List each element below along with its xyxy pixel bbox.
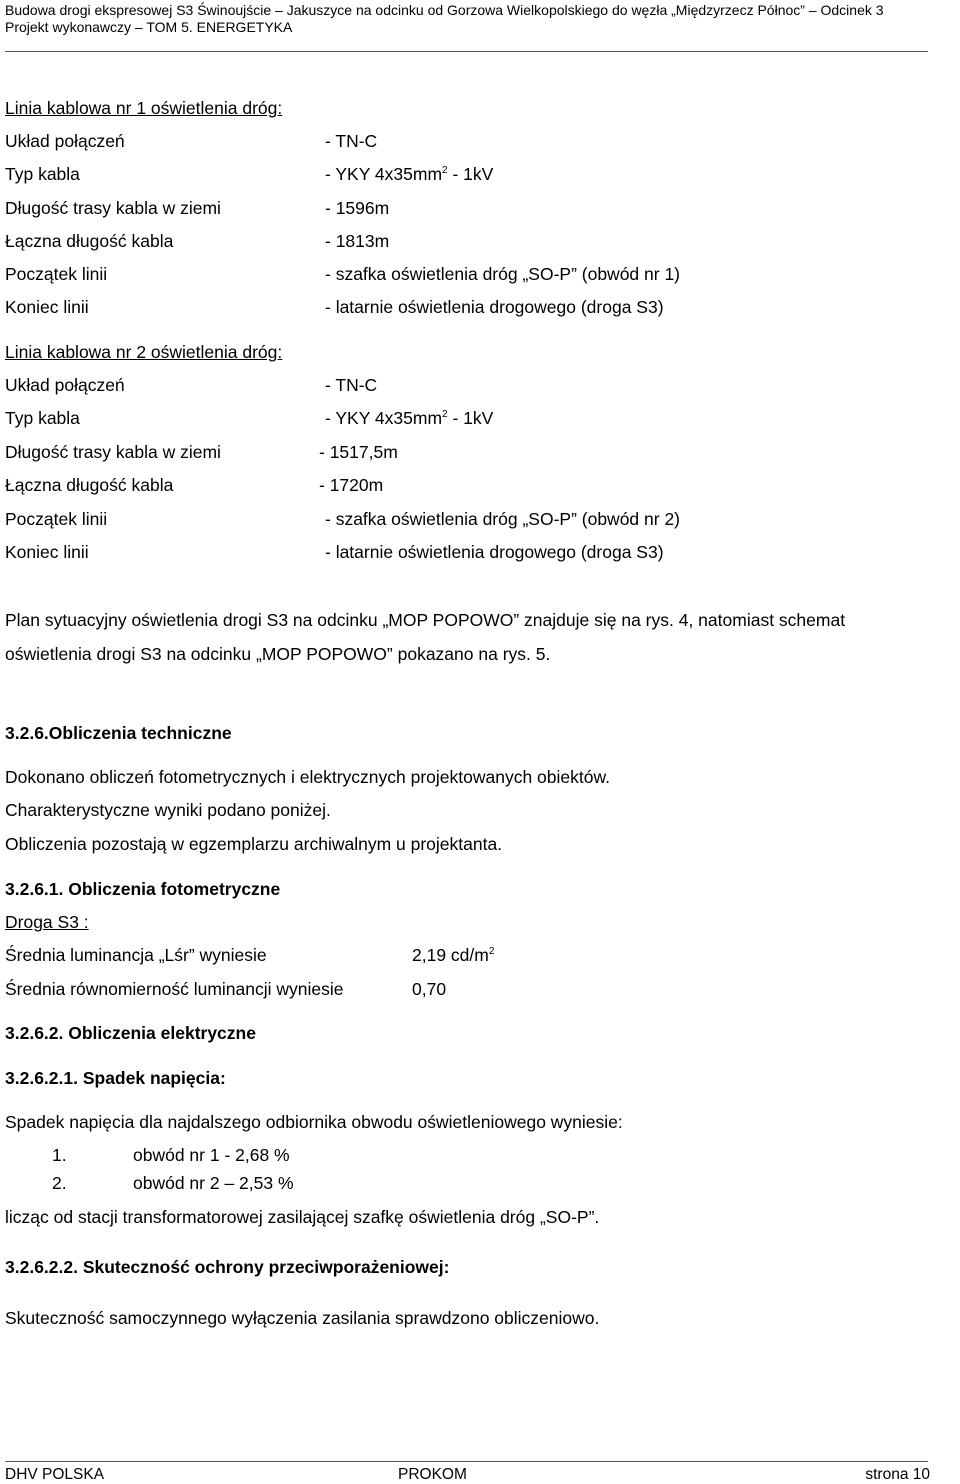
uniformity-value: 0,70	[412, 979, 447, 999]
cable-line-2-label: Długość trasy kabla w ziemi	[5, 442, 221, 462]
list-item-number: 1.	[52, 1145, 67, 1165]
cable-line-1-label: Koniec linii	[5, 297, 89, 317]
cable-line-2-label: Typ kabla	[5, 408, 80, 428]
cable-line-1-value: - 1813m	[325, 231, 390, 251]
cable-line-1-label: Układ połączeń	[5, 131, 125, 151]
cable-line-2-value: - latarnie oświetlenia drogowego (droga S3)	[325, 542, 664, 562]
calculations-paragraph: Obliczenia pozostają w egzemplarzu archiwalnym u projektanta.	[5, 834, 503, 854]
section-heading-calculations: 3.2.6.Obliczenia techniczne	[5, 723, 232, 743]
shock-protection-paragraph: Skuteczność samoczynnego wyłączenia zasilania sprawdzono obliczeniowo.	[5, 1308, 600, 1328]
cable-line-1-value: - 1596m	[325, 198, 390, 218]
footer-company: DHV POLSKA	[5, 1466, 105, 1483]
plan-paragraph-line: Plan sytuacyjny oświetlenia drogi S3 na odcinku „MOP POPOWO” znajduje się na rys. 4, natomiast schemat	[5, 610, 846, 630]
cable-line-1-label: Typ kabla	[5, 164, 80, 184]
voltage-drop-note: licząc od stacji transformatorowej zasilającej szafkę oświetlenia dróg „SO-P”.	[5, 1207, 600, 1227]
cable-line-1-value: - TN-C	[325, 131, 378, 151]
cable-line-2-value: - TN-C	[325, 375, 378, 395]
list-item-number: 2.	[52, 1173, 67, 1193]
page-number: strona 10	[865, 1466, 930, 1483]
voltage-drop-intro: Spadek napięcia dla najdalszego odbiornika obwodu oświetleniowego wyniesie:	[5, 1112, 623, 1132]
cable-line-1-value: - latarnie oświetlenia drogowego (droga S3)	[325, 297, 664, 317]
cable-line-2-value: - 1517,5m	[319, 442, 398, 462]
cable-line-1-value: - szafka oświetlenia dróg „SO-P” (obwód nr 1)	[325, 264, 680, 284]
cable-line-2-title: Linia kablowa nr 2 oświetlenia dróg:	[5, 342, 283, 362]
cable-line-2-label: Początek linii	[5, 509, 108, 529]
list-item: obwód nr 2 – 2,53 %	[133, 1173, 294, 1193]
cable-line-2-value: - szafka oświetlenia dróg „SO-P” (obwód nr 2)	[325, 509, 680, 529]
calculations-paragraph: Dokonano obliczeń fotometrycznych i elektrycznych projektowanych obiektów.	[5, 767, 611, 787]
footer-partner: PROKOM	[398, 1466, 467, 1483]
road-label: Droga S3 :	[5, 912, 89, 932]
cable-line-2-label: Koniec linii	[5, 542, 89, 562]
cable-line-1-title: Linia kablowa nr 1 oświetlenia dróg:	[5, 98, 283, 118]
plan-paragraph-line: oświetlenia drogi S3 na odcinku „MOP POPOWO” pokazano na rys. 5.	[5, 644, 551, 664]
cable-line-1-label: Początek linii	[5, 264, 108, 284]
section-heading-photometric: 3.2.6.1. Obliczenia fotometryczne	[5, 879, 281, 899]
cable-line-1-value: - YKY $4x35mm^2 - 1kV$	[325, 164, 494, 184]
luminance-label: Średnia luminancja „Lśr” wyniesie	[5, 945, 267, 965]
cable-line-2-value: - YKY $4x35mm^2 - 1kV$	[325, 408, 494, 428]
header-divider	[5, 51, 928, 52]
cable-line-1-label: Łączna długość kabla	[5, 231, 174, 251]
subsection-heading-voltage-drop: 3.2.6.2.1. Spadek napięcia:	[5, 1068, 226, 1088]
section-heading-electrical: 3.2.6.2. Obliczenia elektryczne	[5, 1023, 256, 1043]
cable-line-2-value: - 1720m	[319, 475, 384, 495]
luminance-value: 2,19 $cd/m^2$	[412, 945, 495, 965]
subsection-heading-shock-protection: 3.2.6.2.2. Skuteczność ochrony przeciwporażeniowej:	[5, 1257, 450, 1277]
header-volume-title: Projekt wykonawczy – TOM 5. ENERGETYKA	[5, 19, 293, 35]
header-project-title: Budowa drogi ekspresowej S3 Świnoujście – Jakuszyce na odcinku od Gorzowa Wielkopolskiego do węzła „Międzyrzecz Północ” – Odcinek 3	[5, 2, 884, 18]
footer-divider	[5, 1461, 928, 1462]
cable-line-2-label: Łączna długość kabla	[5, 475, 174, 495]
uniformity-label: Średnia równomierność luminancji wyniesie	[5, 979, 344, 999]
calculations-paragraph: Charakterystyczne wyniki podano poniżej.	[5, 800, 331, 820]
cable-line-2-label: Układ połączeń	[5, 375, 125, 395]
cable-line-1-label: Długość trasy kabla w ziemi	[5, 198, 221, 218]
list-item: obwód nr 1 - 2,68 %	[133, 1145, 290, 1165]
